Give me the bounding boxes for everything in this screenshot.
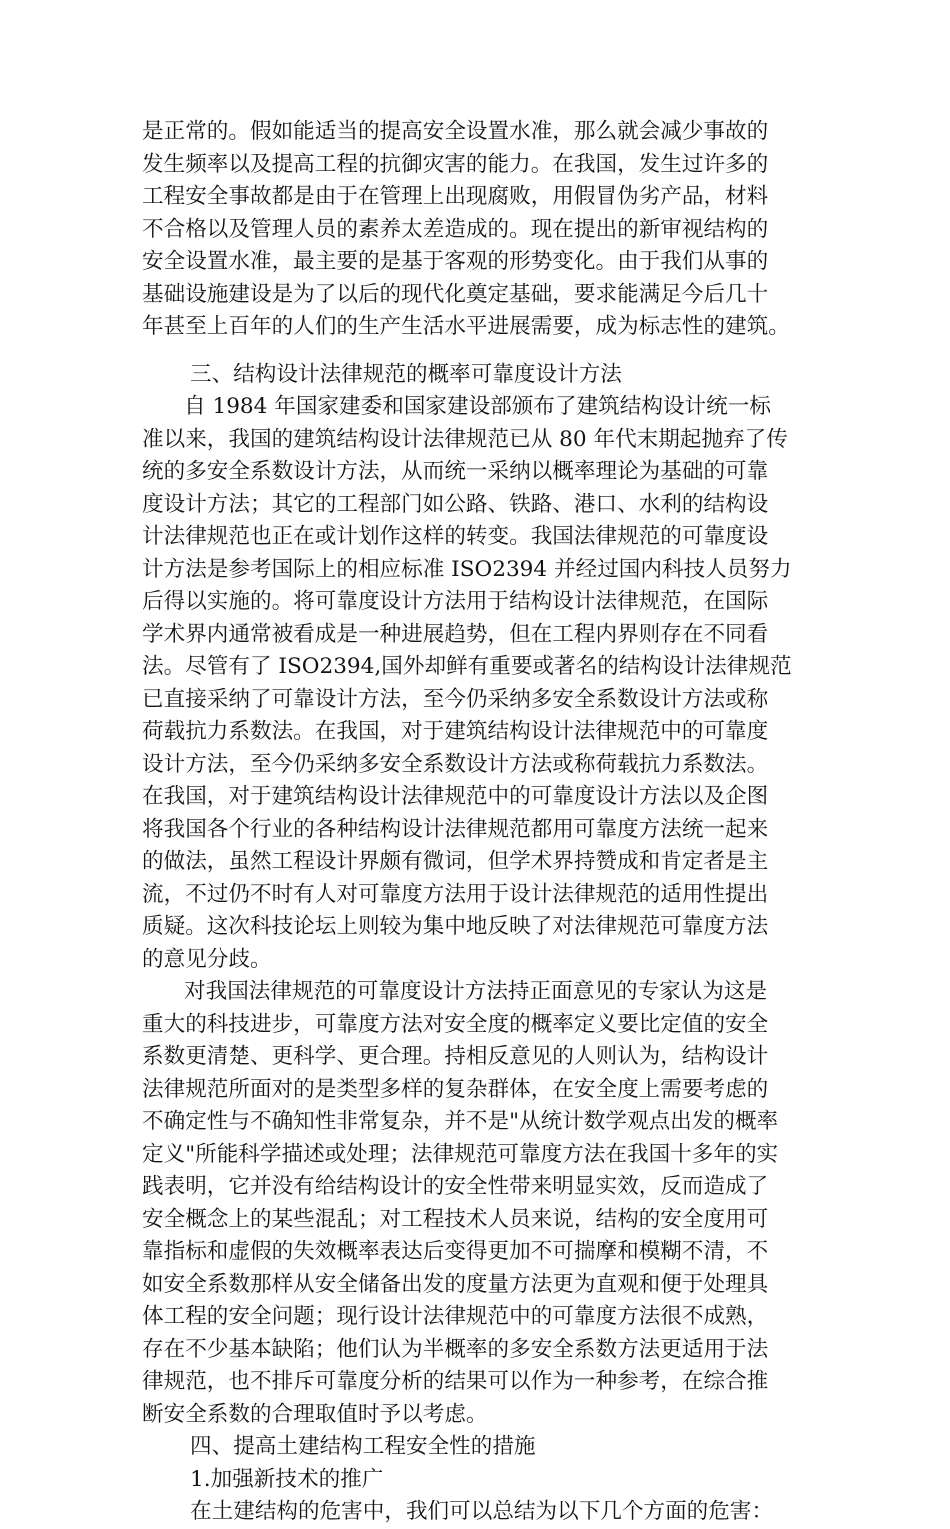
text-line: 已直接采纳了可靠设计方法，至今仍采纳多安全系数设计方法或称 <box>142 686 769 712</box>
paragraph-gap <box>142 344 812 359</box>
text-line: 的做法，虽然工程设计界颇有微词，但学术界持赞成和肯定者是主 <box>142 849 769 874</box>
text-line: 荷载抗力系数法。在我国，对于建筑结构设计法律规范中的可靠度 <box>142 719 769 744</box>
text-line: 如安全系数那样从安全储备出发的度量方法更为直观和便于处理具 <box>142 1271 769 1297</box>
section-3-paragraph-1 <box>142 391 812 976</box>
text-line: 安全概念上的某些混乱；对工程技术人员来说，结构的安全度用可 <box>142 1206 769 1232</box>
document-body <box>142 116 812 1529</box>
text-line: 不确定性与不确知性非常复杂，并不是"从统计数学观点出发的概率 <box>142 1109 779 1134</box>
section-heading-text: 三、结构设计法律规范的概率可靠度设计方法 <box>190 361 622 387</box>
text-line: 计法律规范也正在或计划作这样的转变。我国法律规范的可靠度设 <box>142 524 769 549</box>
text-line: 系数更清楚、更科学、更合理。持相反意见的人则认为，结构设计 <box>142 1044 769 1069</box>
text-line: 是正常的。假如能适当的提高安全设置水准，那么就会减少事故的 <box>142 119 769 144</box>
section-4-subheading-1 <box>142 1464 812 1497</box>
text-line: 统的多安全系数设计方法，从而统一采纳以概率理论为基础的可靠 <box>142 459 769 484</box>
text-line: 计方法是参考国际上的相应标准 ISO2394 并经过国内科技人员努力 <box>142 556 792 582</box>
section-3-paragraph-2 <box>142 976 812 1431</box>
text-line: 质疑。这次科技论坛上则较为集中地反映了对法律规范可靠度方法 <box>142 914 769 939</box>
text-line: 断安全系数的合理取值时予以考虑。 <box>142 1401 488 1427</box>
section-4-heading <box>142 1431 812 1464</box>
subheading-text: 1.加强新技术的推广 <box>190 1466 384 1492</box>
text-line: 法。尽管有了 ISO2394,国外却鲜有重要或著名的结构设计法律规范 <box>142 654 792 679</box>
text-line: 设计方法，至今仍采纳多安全系数设计方法或称荷载抗力系数法。 <box>142 751 769 777</box>
text-line: 后得以实施的。将可靠度设计方法用于结构设计法律规范，在国际 <box>142 589 769 614</box>
text-line: 准以来，我国的建筑结构设计法律规范已从 80 年代末期起抛弃了传 <box>142 426 788 452</box>
text-line: 践表明，它并没有给结构设计的安全性带来明显实效，反而造成了 <box>142 1174 769 1199</box>
text-line: 重大的科技进步，可靠度方法对安全度的概率定义要比定值的安全 <box>142 1011 769 1037</box>
section-heading-text: 四、提高土建结构工程安全性的措施 <box>190 1434 536 1459</box>
text-line: 在我国，对于建筑结构设计法律规范中的可靠度设计方法以及企图 <box>142 784 769 809</box>
text-line: 将我国各个行业的各种结构设计法律规范都用可靠度方法统一起来 <box>142 816 769 842</box>
text-line: 的意见分歧。 <box>142 946 272 972</box>
text-line: 律规范，也不排斥可靠度分析的结果可以作为一种参考，在综合推 <box>142 1369 769 1394</box>
intro-paragraph <box>142 116 812 344</box>
text-line: 工程安全事故都是由于在管理上出现腐败，用假冒伪劣产品，材料 <box>142 184 769 209</box>
text-line: 发生频率以及提高工程的抗御灾害的能力。在我国，发生过许多的 <box>142 151 769 177</box>
text-line: 对我国法律规范的可靠度设计方法持正面意见的专家认为这是 <box>184 979 768 1004</box>
section-3-heading <box>142 359 812 392</box>
text-line: 自 1984 年国家建委和国家建设部颁布了建筑结构设计统一标 <box>184 394 771 419</box>
text-line: 年甚至上百年的人们的生产生活水平进展需要，成为标志性的建筑。 <box>142 314 790 339</box>
text-line: 学术界内通常被看成是一种进展趋势，但在工程内界则存在不同看 <box>142 621 769 647</box>
text-line: 度设计方法；其它的工程部门如公路、铁路、港口、水利的结构设 <box>142 491 769 517</box>
text-line: 存在不少基本缺陷；他们认为半概率的多安全系数方法更适用于法 <box>142 1336 769 1362</box>
text-line: 基础设施建设是为了以后的现代化奠定基础，要求能满足今后几十 <box>142 281 769 307</box>
text-line: 安全设置水准，最主要的是基于客观的形势变化。由于我们从事的 <box>142 249 769 274</box>
text-line: 体工程的安全问题；现行设计法律规范中的可靠度方法很不成熟， <box>142 1304 769 1329</box>
text-line: 法律规范所面对的是类型多样的复杂群体，在安全度上需要考虑的 <box>142 1076 769 1102</box>
text-line: 靠指标和虚假的失效概率表达后变得更加不可揣摩和模糊不清，不 <box>142 1239 769 1264</box>
text-line: 不合格以及管理人员的素养太差造成的。现在提出的新审视结构的 <box>142 216 769 242</box>
text-line: 流，不过仍不时有人对可靠度方法用于设计法律规范的适用性提出 <box>142 881 769 907</box>
section-4-paragraph-1 <box>142 1496 812 1529</box>
text-line: 在土建结构的危害中，我们可以总结为以下几个方面的危害： <box>190 1499 774 1524</box>
text-line: 定义"所能科学描述或处理；法律规范可靠度方法在我国十多年的实 <box>142 1141 779 1167</box>
